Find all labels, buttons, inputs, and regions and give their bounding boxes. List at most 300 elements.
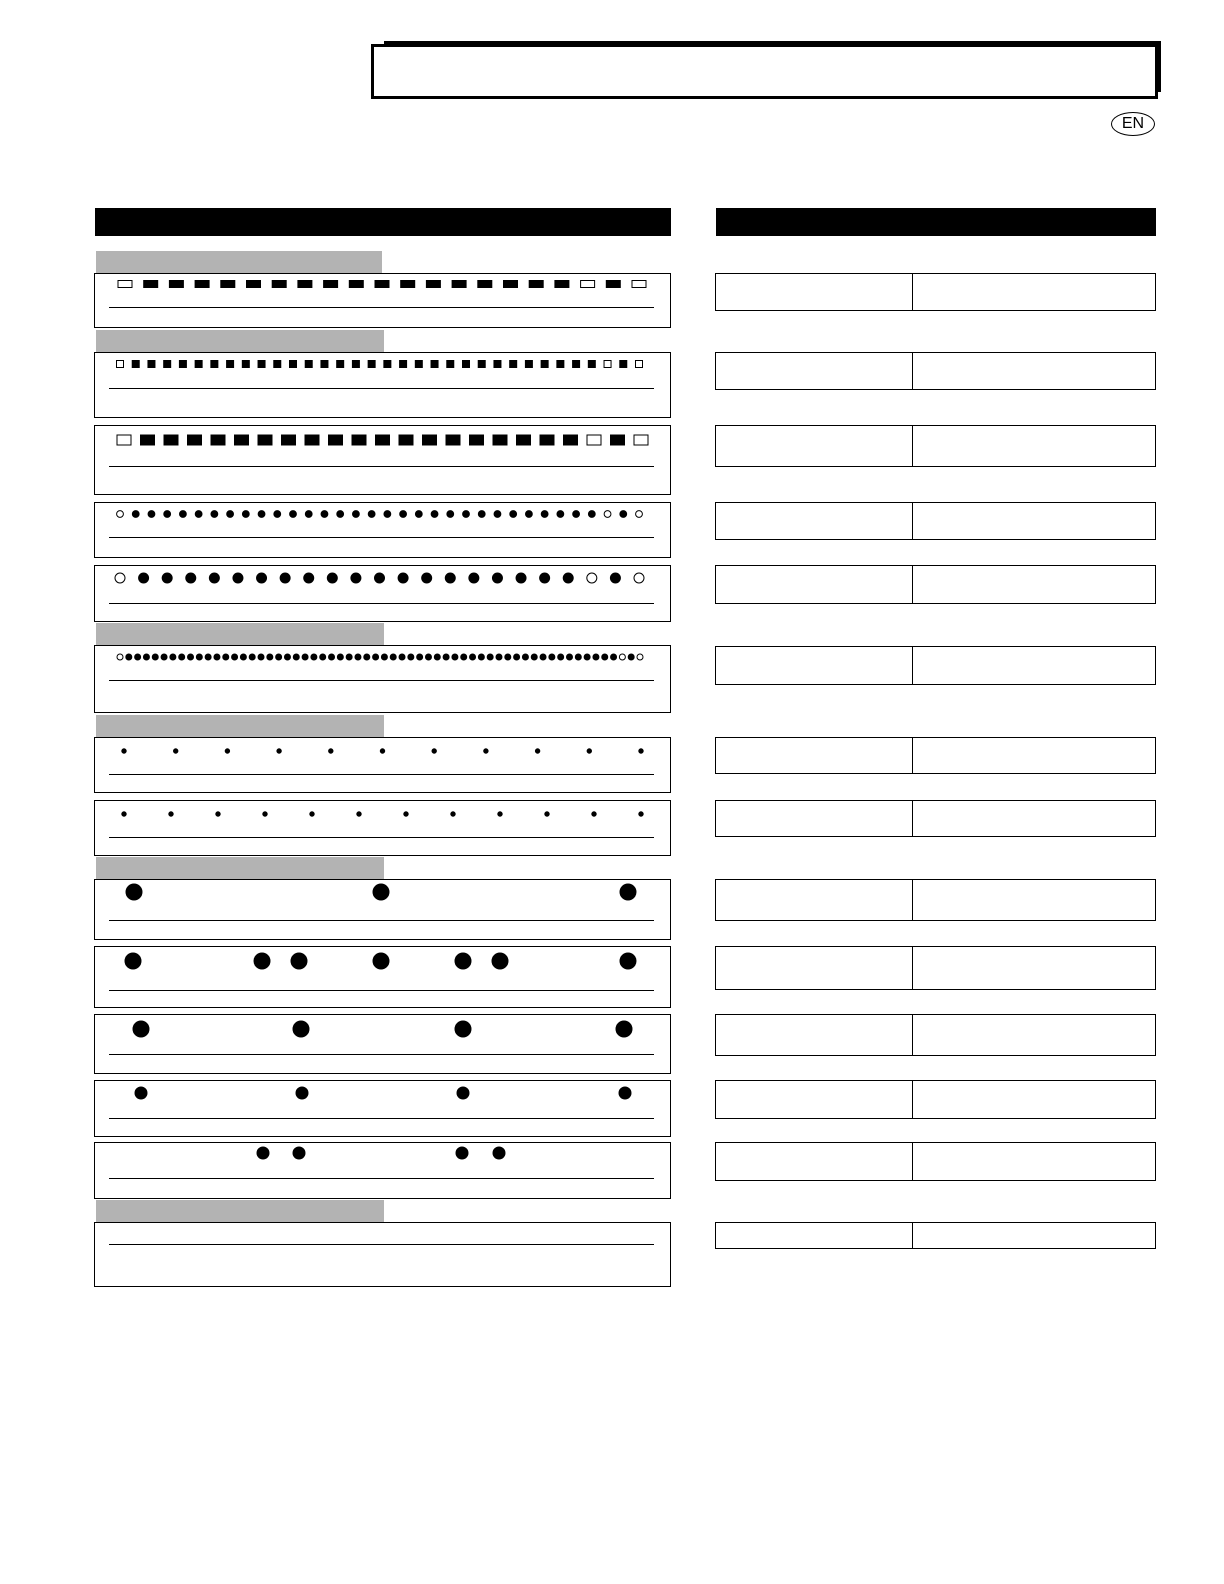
spec-row-divider	[912, 1143, 913, 1180]
dot-mark-36	[425, 654, 431, 660]
dot-mark-51	[558, 654, 564, 660]
dot-mark-58	[619, 654, 625, 660]
square-mark-9	[305, 435, 319, 445]
dot-mark-31	[588, 511, 595, 518]
square-mark-16	[352, 361, 359, 368]
right-column-heading	[716, 208, 1156, 236]
square-mark-32	[604, 361, 611, 368]
dot-mark-19	[400, 511, 407, 518]
square-mark-18	[555, 281, 569, 288]
dot-mark-59	[628, 654, 634, 660]
dot-mark-1	[133, 1021, 149, 1037]
spec-row-11	[715, 1014, 1156, 1056]
square-mark-17	[368, 361, 375, 368]
dot-mark-19	[540, 573, 550, 583]
square-mark-17	[493, 435, 507, 445]
dot-mark-8	[451, 812, 455, 816]
dot-mark-3	[148, 511, 155, 518]
dot-mark-4	[619, 1087, 631, 1099]
square-mark-10	[329, 435, 343, 445]
square-mark-19	[540, 435, 554, 445]
dot-mark-41	[470, 654, 476, 660]
square-mark-4	[164, 361, 171, 368]
spec-row-2	[715, 352, 1156, 390]
spec-row-7	[715, 737, 1156, 774]
square-mark-22	[611, 435, 625, 445]
dot-mark-3	[216, 812, 220, 816]
square-mark-11	[352, 435, 366, 445]
square-mark-9	[324, 281, 338, 288]
dot-mark-10	[587, 749, 591, 753]
panel-rule	[109, 537, 654, 538]
spec-row-12	[715, 1080, 1156, 1119]
square-mark-28	[541, 361, 548, 368]
panel-rule	[109, 774, 654, 775]
dot-mark-38	[443, 654, 449, 660]
pattern-marks	[95, 503, 672, 559]
dot-mark-1	[115, 573, 125, 583]
dot-mark-16	[469, 573, 479, 583]
dot-mark-12	[290, 511, 297, 518]
dot-mark-7	[404, 812, 408, 816]
dot-mark-44	[496, 654, 502, 660]
square-mark-2	[144, 281, 158, 288]
dot-mark-47	[522, 654, 528, 660]
square-mark-11	[375, 281, 389, 288]
dot-mark-7	[211, 511, 218, 518]
dot-mark-20	[415, 511, 422, 518]
pattern-marks	[95, 947, 672, 1009]
dot-mark-2	[293, 1147, 305, 1159]
dot-mark-1	[135, 1087, 147, 1099]
dot-mark-12	[375, 573, 385, 583]
square-mark-24	[478, 361, 485, 368]
pattern-marks	[95, 738, 672, 794]
dot-mark-23	[311, 654, 317, 660]
dot-mark-17	[368, 511, 375, 518]
square-mark-20	[415, 361, 422, 368]
square-mark-13	[426, 281, 440, 288]
square-mark-3	[169, 281, 183, 288]
square-mark-19	[581, 281, 595, 288]
spec-row-divider	[912, 503, 913, 539]
square-mark-18	[517, 435, 531, 445]
dot-mark-42	[478, 654, 484, 660]
dot-mark-50	[549, 654, 555, 660]
pattern-marks	[95, 1143, 672, 1200]
dot-mark-12	[214, 654, 220, 660]
dot-mark-11	[274, 511, 281, 518]
pattern-marks	[95, 274, 672, 329]
spec-row-8	[715, 800, 1156, 837]
dot-mark-9	[242, 511, 249, 518]
dot-mark-1	[122, 749, 126, 753]
dot-mark-11	[351, 573, 361, 583]
dot-mark-34	[636, 511, 643, 518]
dot-mark-1	[126, 884, 142, 900]
spec-row-divider	[912, 647, 913, 684]
dot-mark-16	[249, 654, 255, 660]
pattern-panel-medium-dot-pairs	[94, 1142, 671, 1199]
square-mark-10	[349, 281, 363, 288]
dot-mark-18	[384, 511, 391, 518]
square-mark-17	[529, 281, 543, 288]
dot-mark-14	[422, 573, 432, 583]
dot-mark-18	[516, 573, 526, 583]
dot-mark-5	[329, 749, 333, 753]
spec-row-4	[715, 502, 1156, 540]
dot-mark-16	[353, 511, 360, 518]
spec-row-5	[715, 565, 1156, 604]
pattern-panel-big-dots-3	[94, 879, 671, 940]
dot-mark-1	[117, 654, 123, 660]
dot-mark-4	[493, 1147, 505, 1159]
square-mark-6	[235, 435, 249, 445]
dot-mark-43	[487, 654, 493, 660]
panel-rule	[109, 388, 654, 389]
dot-mark-55	[593, 654, 599, 660]
dot-mark-9	[498, 812, 502, 816]
dot-mark-10	[545, 812, 549, 816]
dot-mark-3	[455, 1021, 471, 1037]
section-tab-3	[96, 623, 384, 645]
pattern-panel-small-squares-1	[94, 273, 671, 328]
square-mark-7	[272, 281, 286, 288]
dot-mark-30	[573, 511, 580, 518]
dot-mark-6	[195, 511, 202, 518]
square-mark-33	[620, 361, 627, 368]
spec-row-13	[715, 1142, 1156, 1181]
dot-mark-49	[540, 654, 546, 660]
spec-row-divider	[912, 274, 913, 310]
spec-row-divider	[912, 1081, 913, 1118]
dot-mark-14	[321, 511, 328, 518]
dot-mark-3	[620, 884, 636, 900]
pattern-marks	[95, 1015, 672, 1075]
pattern-panel-medium-dots-4	[94, 1080, 671, 1137]
square-mark-1	[118, 281, 132, 288]
dot-mark-7	[620, 953, 636, 969]
square-mark-8	[227, 361, 234, 368]
square-mark-20	[564, 435, 578, 445]
dot-mark-21	[293, 654, 299, 660]
square-mark-14	[423, 435, 437, 445]
square-mark-14	[452, 281, 466, 288]
panel-rule	[109, 603, 654, 604]
dot-mark-13	[305, 511, 312, 518]
square-mark-21	[587, 435, 601, 445]
dot-mark-22	[610, 573, 620, 583]
square-mark-5	[221, 281, 235, 288]
dot-mark-35	[417, 654, 423, 660]
title-box	[371, 44, 1158, 99]
square-mark-6	[247, 281, 261, 288]
pattern-marks	[95, 801, 672, 857]
section-tab-6	[96, 1200, 384, 1222]
dot-mark-5	[455, 953, 471, 969]
spec-row-divider	[912, 1223, 913, 1248]
square-mark-2	[132, 361, 139, 368]
pattern-panel-blank	[94, 1222, 671, 1287]
dot-mark-4	[277, 749, 281, 753]
spec-row-10	[715, 946, 1156, 990]
square-mark-5	[211, 435, 225, 445]
dot-mark-25	[329, 654, 335, 660]
dot-mark-48	[531, 654, 537, 660]
dot-mark-8	[280, 573, 290, 583]
spec-row-divider	[912, 801, 913, 836]
square-mark-13	[305, 361, 312, 368]
panel-rule	[109, 307, 654, 308]
spec-row-1	[715, 273, 1156, 311]
dot-mark-23	[634, 573, 644, 583]
dot-mark-46	[514, 654, 520, 660]
square-mark-20	[606, 281, 620, 288]
dot-mark-10	[327, 573, 337, 583]
spec-row-14	[715, 1222, 1156, 1249]
pattern-panel-dense-dots	[94, 645, 671, 713]
section-tab-4	[96, 715, 384, 737]
dot-mark-32	[390, 654, 396, 660]
square-mark-12	[401, 281, 415, 288]
dot-mark-2	[139, 573, 149, 583]
dot-mark-31	[381, 654, 387, 660]
pattern-panel-large-squares	[94, 425, 671, 495]
dot-mark-15	[240, 654, 246, 660]
dot-mark-28	[541, 511, 548, 518]
dot-mark-30	[373, 654, 379, 660]
panel-rule	[109, 466, 654, 467]
section-tab-5	[96, 857, 384, 879]
dot-mark-40	[461, 654, 467, 660]
dot-mark-26	[337, 654, 343, 660]
square-mark-31	[588, 361, 595, 368]
dot-mark-7	[170, 654, 176, 660]
square-mark-7	[211, 361, 218, 368]
dot-mark-33	[399, 654, 405, 660]
square-mark-3	[164, 435, 178, 445]
pattern-marks	[95, 426, 672, 496]
dot-mark-4	[616, 1021, 632, 1037]
square-mark-15	[446, 435, 460, 445]
dot-mark-3	[456, 1147, 468, 1159]
dot-mark-9	[535, 749, 539, 753]
dot-mark-20	[284, 654, 290, 660]
square-mark-15	[478, 281, 492, 288]
square-mark-23	[634, 435, 648, 445]
dot-mark-14	[232, 654, 238, 660]
dot-mark-29	[364, 654, 370, 660]
dot-mark-4	[373, 953, 389, 969]
dot-mark-22	[447, 511, 454, 518]
left-column-heading	[95, 208, 671, 236]
dot-mark-12	[639, 812, 643, 816]
dot-mark-8	[227, 511, 234, 518]
square-mark-30	[573, 361, 580, 368]
spec-row-6	[715, 646, 1156, 685]
square-mark-23	[463, 361, 470, 368]
dot-mark-11	[592, 812, 596, 816]
panel-rule	[109, 680, 654, 681]
dot-mark-5	[152, 654, 158, 660]
dot-mark-3	[457, 1087, 469, 1099]
square-mark-1	[117, 435, 131, 445]
pattern-panel-sparse-dots-12	[94, 800, 671, 856]
dot-mark-8	[179, 654, 185, 660]
square-mark-8	[298, 281, 312, 288]
panel-rule	[109, 1178, 654, 1179]
dot-mark-3	[162, 573, 172, 583]
dot-mark-57	[611, 654, 617, 660]
dot-mark-2	[293, 1021, 309, 1037]
dot-mark-52	[566, 654, 572, 660]
dot-mark-7	[257, 573, 267, 583]
dot-mark-3	[225, 749, 229, 753]
square-mark-1	[117, 361, 124, 368]
dot-mark-18	[267, 654, 273, 660]
square-mark-8	[282, 435, 296, 445]
pattern-panel-big-dots-4	[94, 1014, 671, 1074]
square-mark-6	[195, 361, 202, 368]
spec-row-divider	[912, 1015, 913, 1055]
pattern-panel-big-dots-7	[94, 946, 671, 1008]
square-mark-12	[376, 435, 390, 445]
spec-row-divider	[912, 566, 913, 603]
dot-mark-21	[431, 511, 438, 518]
dot-mark-29	[557, 511, 564, 518]
spec-row-divider	[912, 947, 913, 989]
square-mark-13	[399, 435, 413, 445]
spec-row-3	[715, 425, 1156, 467]
dot-mark-10	[258, 511, 265, 518]
dot-mark-4	[164, 511, 171, 518]
dot-mark-37	[434, 654, 440, 660]
square-mark-3	[148, 361, 155, 368]
pattern-marks	[95, 1081, 672, 1138]
pattern-marks	[95, 880, 672, 941]
square-mark-7	[258, 435, 272, 445]
dot-mark-11	[205, 654, 211, 660]
square-mark-4	[195, 281, 209, 288]
dot-mark-9	[304, 573, 314, 583]
dot-mark-1	[122, 812, 126, 816]
dot-mark-56	[602, 654, 608, 660]
dot-mark-28	[355, 654, 361, 660]
section-tab-1	[96, 251, 382, 273]
dot-mark-25	[494, 511, 501, 518]
dot-mark-17	[258, 654, 264, 660]
dot-mark-34	[408, 654, 414, 660]
spec-row-divider	[912, 353, 913, 389]
dot-mark-1	[117, 511, 124, 518]
dot-mark-39	[452, 654, 458, 660]
dot-mark-21	[587, 573, 597, 583]
panel-rule	[109, 1118, 654, 1119]
dot-mark-7	[432, 749, 436, 753]
panel-rule	[109, 920, 654, 921]
dot-mark-10	[196, 654, 202, 660]
pattern-panel-small-dots	[94, 502, 671, 558]
spec-row-divider	[912, 738, 913, 773]
dot-mark-9	[188, 654, 194, 660]
dot-mark-2	[132, 511, 139, 518]
dot-mark-23	[463, 511, 470, 518]
square-mark-5	[179, 361, 186, 368]
dot-mark-2	[174, 749, 178, 753]
square-mark-18	[384, 361, 391, 368]
dot-mark-5	[180, 511, 187, 518]
dot-mark-19	[276, 654, 282, 660]
dot-mark-2	[296, 1087, 308, 1099]
dot-mark-4	[186, 573, 196, 583]
spec-row-9	[715, 879, 1156, 921]
square-mark-10	[258, 361, 265, 368]
dot-mark-22	[302, 654, 308, 660]
pattern-panel-large-dots	[94, 565, 671, 622]
square-mark-34	[636, 361, 643, 368]
dot-mark-1	[125, 953, 141, 969]
dot-mark-6	[161, 654, 167, 660]
dot-mark-2	[169, 812, 173, 816]
dot-mark-45	[505, 654, 511, 660]
pattern-panel-sparse-dots-11	[94, 737, 671, 793]
dot-mark-6	[233, 573, 243, 583]
dot-mark-26	[510, 511, 517, 518]
dot-mark-20	[563, 573, 573, 583]
square-mark-21	[431, 361, 438, 368]
dot-mark-1	[257, 1147, 269, 1159]
square-mark-29	[557, 361, 564, 368]
square-mark-16	[504, 281, 518, 288]
dot-mark-2	[254, 953, 270, 969]
spec-row-divider	[912, 880, 913, 920]
square-mark-22	[447, 361, 454, 368]
dot-mark-13	[398, 573, 408, 583]
language-badge: EN	[1111, 112, 1155, 136]
dot-mark-24	[478, 511, 485, 518]
dot-mark-15	[337, 511, 344, 518]
dot-mark-54	[584, 654, 590, 660]
square-mark-12	[290, 361, 297, 368]
section-tab-2	[96, 330, 384, 352]
dot-mark-4	[143, 654, 149, 660]
square-mark-9	[242, 361, 249, 368]
dot-mark-6	[380, 749, 384, 753]
dot-mark-11	[639, 749, 643, 753]
square-mark-14	[321, 361, 328, 368]
dot-mark-15	[445, 573, 455, 583]
dot-mark-53	[575, 654, 581, 660]
dot-mark-6	[492, 953, 508, 969]
square-mark-2	[141, 435, 155, 445]
square-mark-26	[510, 361, 517, 368]
square-mark-4	[188, 435, 202, 445]
square-mark-16	[470, 435, 484, 445]
dot-mark-17	[492, 573, 502, 583]
dot-mark-4	[263, 812, 267, 816]
pattern-panel-small-squares-2	[94, 352, 671, 418]
spec-row-divider	[912, 426, 913, 466]
square-mark-11	[274, 361, 281, 368]
dot-mark-6	[357, 812, 361, 816]
dot-mark-3	[291, 953, 307, 969]
panel-rule	[109, 1054, 654, 1055]
square-mark-19	[400, 361, 407, 368]
square-mark-15	[337, 361, 344, 368]
dot-mark-2	[373, 884, 389, 900]
dot-mark-33	[620, 511, 627, 518]
panel-rule	[109, 990, 654, 991]
